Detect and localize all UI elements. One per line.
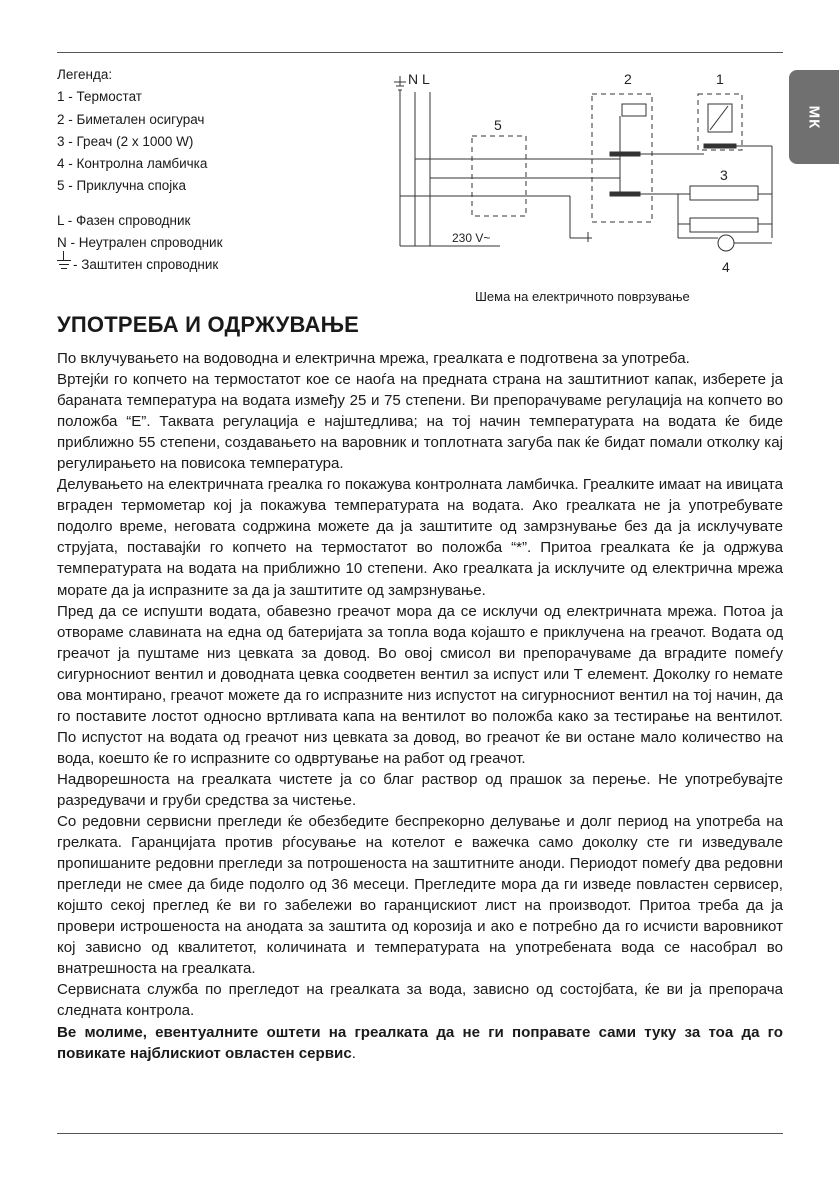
legend-item: 4 - Контролна ламбичка — [57, 156, 208, 172]
wiring-diagram — [360, 62, 790, 287]
language-tab — [789, 70, 839, 164]
closing-bold-text: Ве молиме, евентуалните оштети на греалката да не ги поправате сами туку за тоа да го повикате најблискиот овластен сервис — [57, 1023, 783, 1062]
legend-conductor: N - Неутрален спроводник — [57, 235, 223, 251]
label-5: 5 — [494, 117, 502, 133]
paragraph: Со редовни сервисни прегледи ќе обезбедите беспрекорно делување и долг период на употреба на грелката. Гаранцијата против рѓосување на котелот е важечка само доколку сте ги изведувале пропишаните редовни прегледи за потрошеноста на заштитните аноди. Периодот помеѓу два редовни прегледи не смее да биде подолго од 36 месеци. Прегледите мора да ги изведе повластен сервисер, којшто секој преглед ќе ви го забележи во гаранцискиот лист на производот. Притоа треба да ја провери истрошеноста на анодата за заштита од корозија и ако е потребно да го исчисти варовникот кој зависно од квалитетот, количината и температурата на употребената вода се насобрал во внатрешноста на греалката. — [57, 813, 783, 978]
bottom-rule — [57, 1133, 783, 1134]
paragraph: По вклучувањето на водоводна и електрична мрежа, греалката е подготвена за употреба. — [57, 350, 690, 367]
terminal-labels: N L — [408, 71, 430, 87]
ground-icon — [394, 76, 406, 246]
closing-tail: . — [351, 1044, 356, 1062]
label-3: 3 — [720, 167, 728, 183]
language-tab-label: МК — [805, 105, 823, 129]
legend-title: Легенда: — [57, 67, 113, 82]
closing-paragraph — [57, 1022, 783, 1064]
section-heading: УПОТРЕБА И ОДРЖУВАЊЕ — [57, 312, 360, 337]
legend-item: 3 - Греач (2 x 1000 W) — [57, 133, 194, 149]
paragraph: Вртејќи го копчето на термостатот кое се наоѓа на предната страна на заштитниот капак, изберете ја бараната температура на водата између 25 и 75 степени. Ви препорачуваме регулација на копчето во положба “E”. Таквата регулација е најштедлива; на тој начин температурата на водата ќе биде приближно 55 степени, создавањето на варовник и топлотната загуба пак ќе бидат помали отколку кај регулирањето на повисока температура. — [57, 371, 783, 473]
legend-conductor-ground — [57, 254, 222, 276]
paragraph: Делувањето на електричната греалка го покажува контролната ламбичка. Греалките имаат на ивицата вграден термометар кој ја покажува температурата на водата. Ако греалката не ја употребувате подолго време, неговата содржина можете да ја заштитите од замрзнување без да ја исклучувате струјата, поставајќи го копчето на термостатот во положба “*”. Притоа греалката ќе ја одржува температурата на водата на приближно 10 степени. Ако греалката ја исклучите од електрична мрежа морате да ја испразните за да ја заштитите од замрзнување. — [57, 476, 783, 599]
legend-item: 5 - Приклучна спојка — [57, 178, 186, 194]
paragraph: Надворешноста на греалката чистете ја со благ раствор од прашок за перење. Не употребувајте разредувачи и груби средства за чистење. — [57, 770, 783, 809]
ground-icon — [57, 257, 71, 271]
paragraph: Пред да се испушти водата, обавезно греачот мора да се исклучи од електричната мрежа. Потоа ја отвораме славината на една од батериjата за топла вода којашто е приклучена на греачот. Водата од греачот ја пуштаме низ цевката за довод. Во овој смисол ви препорачуваме да вградите помеѓу сигурносниот вентил и доводната цевка соодветен вентил за испуст или Т елемент. Доколку го немате ова монтирано, греачот можете да го испразните низ испустот на сигурносниот вентил на тој начин, да го поставите лостот односно вртливата капа на вентилот во положба како за тестирање на вентилот. По испустот на водата од греачот низ цевката за довод, во греачот ќе ви остане мало количество на вода, коешто ќе го испразните со одвртување на работ од греачот. — [57, 602, 783, 767]
legend-conductor: L - Фазен спроводник — [57, 212, 191, 228]
label-4: 4 — [722, 259, 730, 275]
legend-conductor-label: - Заштитен спроводник — [73, 257, 219, 273]
diagram-caption: Шема на електричното поврзување — [475, 289, 690, 304]
label-2: 2 — [624, 71, 632, 87]
paragraph: Сервисната служба по прегледот на греалката за вода, зависно од состојбата, ќе ви ја препорача следната контрола. — [57, 981, 783, 1020]
voltage-label: 230 V~ — [452, 231, 491, 245]
legend-item: 1 - Термостат — [57, 89, 142, 105]
top-rule — [57, 52, 783, 53]
body-text — [57, 348, 783, 1064]
label-1: 1 — [716, 71, 724, 87]
legend-gap — [57, 198, 222, 210]
legend-item: 2 - Биметален осигурач — [57, 111, 205, 127]
legend — [57, 64, 222, 277]
